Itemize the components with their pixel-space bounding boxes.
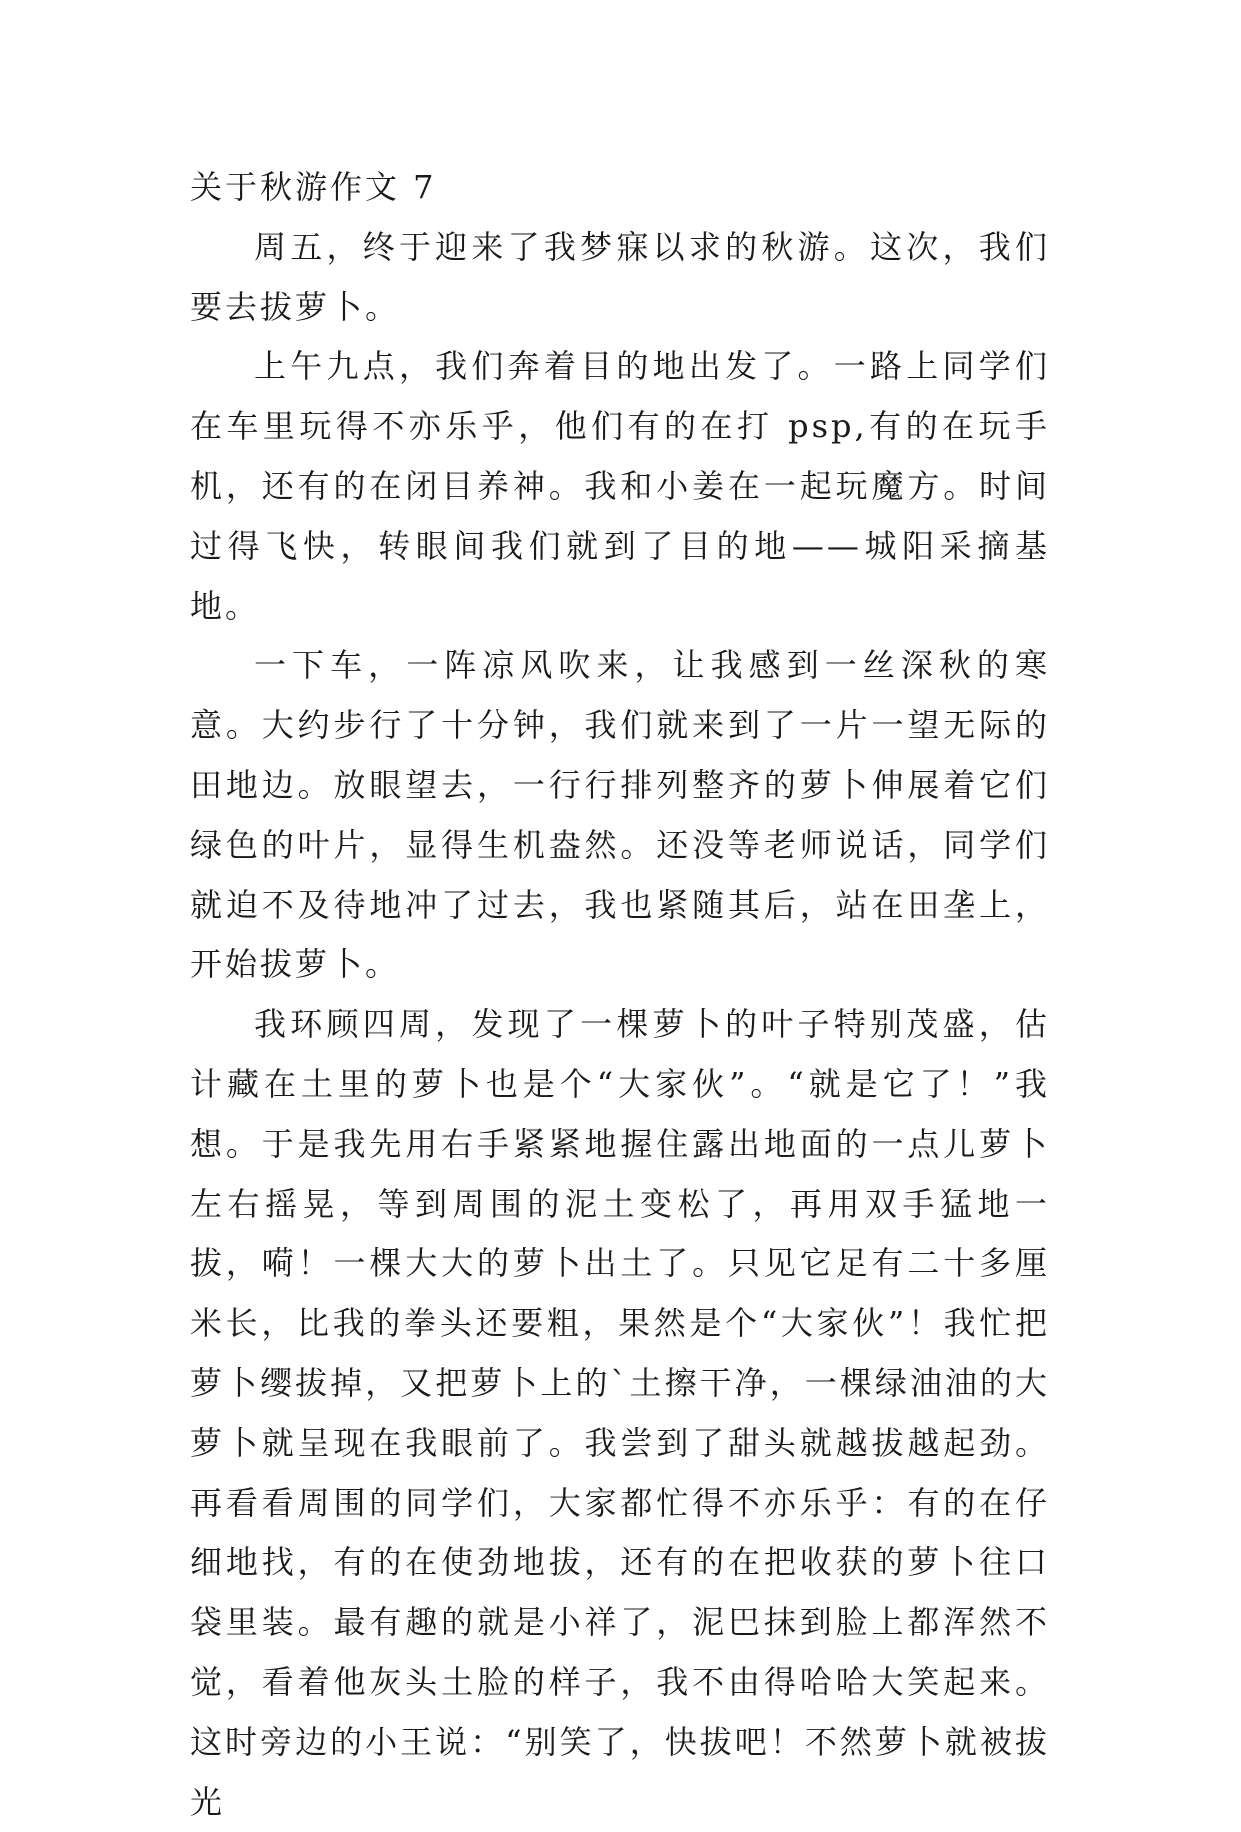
paragraph-departure-intro: 周五，终于迎来了我梦寐以求的秋游。这次，我们要去拔萝卜。 [190, 227, 1050, 326]
document-title: 关于秋游作文 7 [190, 168, 437, 206]
paragraph-pulling-radish: 我环顾四周，发现了一棵萝卜的叶子特别茂盛，估计藏在土里的萝卜也是个“大家伙”。“就是它了！”我想。于是我先用右手紧紧地握住露出地面的一点儿萝卜左右摇晃，等到周围的泥土变松了，再用双手猛地一拔，嗬！一棵大大的萝卜出土了。只见它足有二十多厘米长，比我的拳头还要粗，果然是个“大家伙”！我忙把萝卜缨拔掉，又把萝卜上的`土擦干净，一棵绿油油的大萝卜就呈现在我眼前了。我尝到了甜头就越拔越起劲。再看看周围的同学们，大家都忙得不亦乐乎：有的在仔细地找，有的在使劲地拔，还有的在把收获的萝卜往口袋里装。最有趣的就是小祥了，泥巴抹到脸上都浑然不觉，看着他灰头土脸的样子，我不由得哈哈大笑起来。这时旁边的小王说：“别笑了，快拔吧！不然萝卜就被拔光 [190, 1005, 1050, 1821]
document-body [190, 158, 1050, 1832]
paragraph-bus-ride: 上午九点，我们奔着目的地出发了。一路上同学们在车里玩得不亦乐乎，他们有的在打 psp,有的在玩手机，还有的在闭目养神。我和小姜在一起玩魔方。时间过得飞快，转眼间我们就到了目的地——城阳采摘基地。 [190, 347, 1050, 625]
paragraph-arrival-field: 一下车，一阵凉风吹来，让我感到一丝深秋的寒意。大约步行了十分钟，我们就来到了一片一望无际的田地边。放眼望去，一行行排列整齐的萝卜伸展着它们绿色的叶片，显得生机盎然。还没等老师说话，同学们就迫不及待地冲了过去，我也紧随其后，站在田垄上，开始拔萝卜。 [190, 646, 1050, 984]
